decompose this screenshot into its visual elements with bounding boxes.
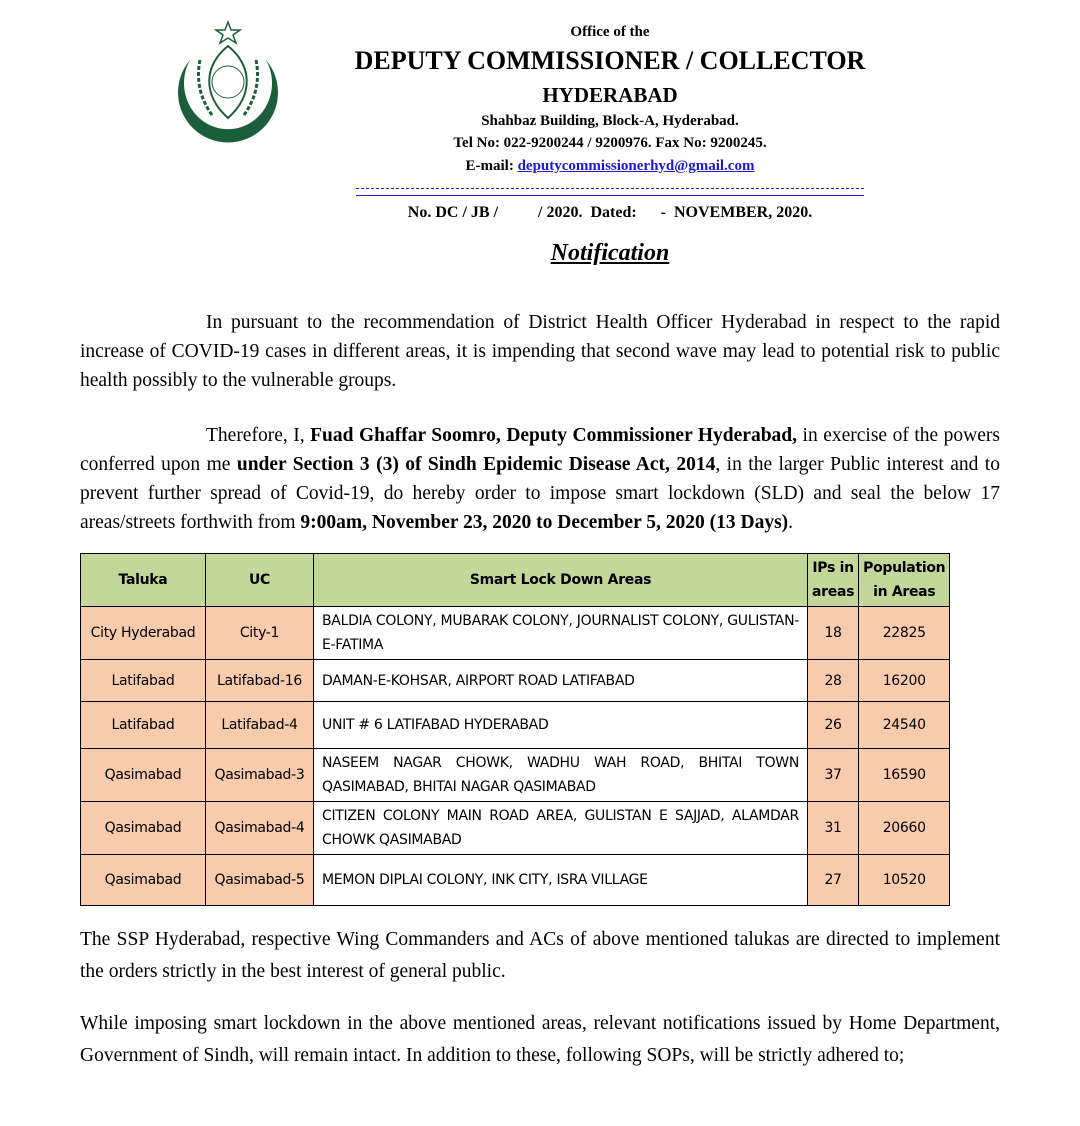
table-row: [81, 660, 950, 702]
office-email: [350, 158, 870, 175]
taluka-cell: Latifabad: [81, 702, 206, 749]
paragraph-2: [80, 421, 1000, 537]
taluka-cell: Qasimabad: [81, 749, 206, 802]
p2-officer: Fuad Ghaffar Soomro, Deputy Commissioner Hyderabad,: [310, 425, 798, 446]
table-header-row: [81, 554, 950, 607]
uc-cell: Qasimabad-5: [206, 855, 314, 906]
areas-cell: DAMAN-E-KOHSAR, AIRPORT ROAD LATIFABAD: [314, 660, 808, 702]
population-cell: 16590: [859, 749, 950, 802]
population-cell: 10520: [859, 855, 950, 906]
table-row: [81, 855, 950, 906]
uc-cell: Qasimabad-4: [206, 802, 314, 855]
areas-cell: BALDIA COLONY, MUBARAK COLONY, JOURNALIST COLONY, GULISTAN-E-FATIMA: [314, 607, 808, 660]
government-of-sindh-emblem-icon: [172, 20, 284, 150]
ips-cell: 31: [808, 802, 859, 855]
uc-cell: Qasimabad-3: [206, 749, 314, 802]
ips-cell: 27: [808, 855, 859, 906]
population-cell: 16200: [859, 660, 950, 702]
ips-cell: 37: [808, 749, 859, 802]
table-row: [81, 802, 950, 855]
p2-text: in exercise of the powers conferred upon me: [80, 425, 1000, 475]
ips-cell: 28: [808, 660, 859, 702]
areas-cell: MEMON DIPLAI COLONY, INK CITY, ISRA VILLAGE: [314, 855, 808, 906]
p2-text: , in the larger Public interest and to prevent further spread of Covid-19, do hereby order to impose smart lockdown (SLD) and seal the below 17 areas/streets forthwith from: [80, 454, 1000, 533]
header-ips: IPs in areas: [808, 554, 859, 607]
paragraph-3: The SSP Hyderabad, respective Wing Commanders and ACs of above mentioned talukas are directed to implement the orders strictly in the best interest of general public.: [80, 929, 1000, 982]
header-uc: UC: [206, 554, 314, 607]
email-label: E-mail:: [465, 158, 518, 174]
areas-cell: CITIZEN COLONY MAIN ROAD AREA, GULISTAN E SAJJAD, ALAMDAR CHOWK QASIMABAD: [314, 802, 808, 855]
table-row: [81, 607, 950, 660]
notification-heading: Notification: [550, 240, 670, 266]
uc-cell: City-1: [206, 607, 314, 660]
p2-dates: 9:00am, November 23, 2020 to December 5, 2020 (13 Days): [300, 512, 789, 533]
office-city: HYDERABAD: [542, 83, 678, 107]
paragraph-1-text: In pursuant to the recommendation of District Health Officer Hyderabad in respect to the rapid increase of COVID-19 cases in different areas, it is impending that second wave may lead to potential risk to public health possibly to the vulnerable groups.: [80, 312, 1000, 391]
office-label: Office of the: [570, 24, 650, 40]
paragraph-1: [80, 308, 1000, 395]
taluka-cell: City Hyderabad: [81, 607, 206, 660]
uc-cell: Latifabad-4: [206, 702, 314, 749]
table-row: [81, 702, 950, 749]
taluka-cell: Qasimabad: [81, 855, 206, 906]
ips-cell: 18: [808, 607, 859, 660]
p2-text: .: [788, 512, 794, 533]
population-cell: 24540: [859, 702, 950, 749]
areas-cell: UNIT # 6 LATIFABAD HYDERABAD: [314, 702, 808, 749]
header-areas: Smart Lock Down Areas: [314, 554, 808, 607]
uc-cell: Latifabad-16: [206, 660, 314, 702]
table-row: [81, 749, 950, 802]
taluka-cell: Qasimabad: [81, 802, 206, 855]
paragraph-4: While imposing smart lockdown in the above mentioned areas, relevant notifications issued by Home Department, Government of Sindh, will remain intact. In addition to these, following SOPs, will be strictly adhered to;: [80, 1013, 1000, 1066]
p2-act: under Section 3 (3) of Sindh Epidemic Disease Act, 2014: [236, 454, 716, 475]
lockdown-areas-table: [80, 553, 950, 906]
office-title: DEPUTY COMMISSIONER / COLLECTOR: [354, 46, 866, 75]
ips-cell: 26: [808, 702, 859, 749]
header-population: Population in Areas: [859, 554, 950, 607]
email-link[interactable]: deputycommissionerhyd@gmail.com: [517, 158, 755, 174]
header-divider: [356, 188, 864, 196]
reference-line: No. DC / JB / / 2020. Dated: - NOVEMBER, 2020.: [407, 204, 813, 221]
office-phone: Tel No: 022-9200244 / 9200976. Fax No: 9200245.: [453, 135, 767, 151]
areas-cell: NASEEM NAGAR CHOWK, WADHU WAH ROAD, BHITAI TOWN QASIMABAD, BHITAI NAGAR QASIMABAD: [314, 749, 808, 802]
population-cell: 20660: [859, 802, 950, 855]
p2-text: Therefore, I,: [206, 425, 311, 446]
taluka-cell: Latifabad: [81, 660, 206, 702]
header-taluka: Taluka: [81, 554, 206, 607]
office-address: Shahbaz Building, Block-A, Hyderabad.: [481, 113, 739, 129]
population-cell: 22825: [859, 607, 950, 660]
